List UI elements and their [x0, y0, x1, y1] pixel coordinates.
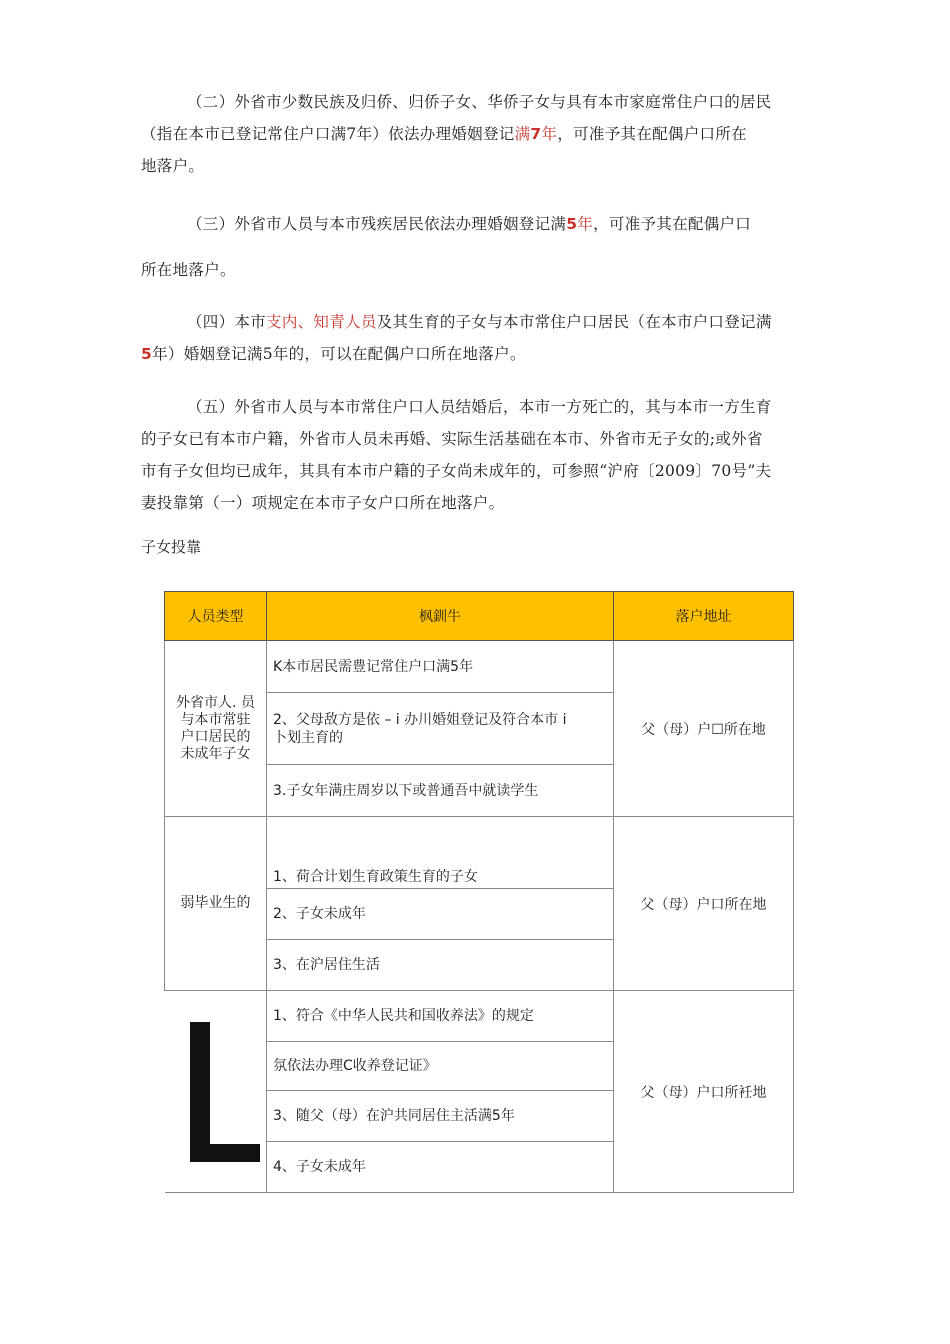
paragraph-5-line-2: 的子女已有本市户籍，外省市人员未再婚、实际生活基础在本市、外省市无子女的;或外省 — [141, 430, 763, 448]
paragraph-3-line-1: （三）外省市人员与本市残疾居民依法办理婚姻登记满5年，可准予其在配偶户口 — [187, 215, 752, 233]
group-3-condition-1: 1、符合《中华人民共和国收养法》的规定 — [267, 991, 614, 1042]
paragraph-4 — [141, 306, 811, 370]
group-2-type: 弱毕业生的 — [165, 817, 267, 991]
paragraph-2-line-3: 地落户。 — [141, 157, 205, 175]
paragraph-3-line-2: 所在地落户。 — [141, 261, 236, 279]
group-1-condition-3: 3.子女年满庄周岁以下或普通吾中就读学生 — [267, 765, 614, 817]
group-3-condition-3: 3、随父（母）在沪共同居住主活满5年 — [267, 1091, 614, 1142]
group-3-condition-4: 4、子女未成年 — [267, 1142, 614, 1193]
paragraph-3 — [141, 208, 811, 286]
paragraph-2-line-1: （二）外省市少数民族及归侨、归侨子女、华侨子女与具有本市家庭常住户口的居民 — [187, 93, 772, 111]
group-2-address: 父（母）户口所在地 — [614, 817, 794, 991]
paragraph-5-line-1: （五）外省市人员与本市常住户口人员结婚后，本市一方死亡的，其与本市一方生育 — [187, 398, 772, 416]
group-3-condition-2: 氛依法办理C收养登记证》 — [267, 1042, 614, 1091]
group-2-condition-3: 3、在沪居住生活 — [267, 940, 614, 991]
group-3-type — [165, 991, 267, 1193]
group-1-type: 外省市人. 员 与本市常驻 户口居民的 未成年子女 — [165, 641, 267, 817]
section-caption: 子女投靠 — [141, 538, 202, 556]
paragraph-5 — [141, 391, 811, 519]
paragraph-5-line-4: 妻投靠第（一）项规定在本市子女户口所在地落户。 — [141, 494, 505, 512]
table-row — [165, 991, 794, 1042]
table-header-row — [165, 592, 794, 641]
group-2-condition-1: 1、荷合计划生育政策生育的子女 — [267, 817, 614, 889]
group-3-address: 父（母）户口所衽地 — [614, 991, 794, 1193]
group-2-condition-2: 2、子女未成年 — [267, 889, 614, 940]
paragraph-2-line-2: （指在本市已登记常住户口满7年）依法办理婚姻登记满7年，可准予其在配偶户口所在 — [141, 125, 747, 143]
l-shaped-mark — [170, 1022, 260, 1162]
paragraph-4-line-1: （四）本市支内、知青人员及其生育的子女与本市常住户口居民（在本市户口登记满 — [187, 313, 772, 331]
header-conditions: 枫釧牛 — [267, 592, 614, 641]
table-row — [165, 641, 794, 693]
paragraph-4-line-2: 5年）婚姻登记满5年的，可以在配偶户口所在地落户。 — [141, 345, 526, 363]
children-reliance-table — [164, 591, 794, 1193]
paragraph-2 — [141, 86, 811, 182]
header-person-type: 人员类型 — [165, 592, 267, 641]
paragraph-5-line-3: 市有子女但均已成年，其具有本市户籍的子女尚未成年的，可参照“沪府〔2009〕70号”夫 — [141, 462, 772, 480]
table-row — [165, 817, 794, 889]
group-1-address: 父（母）户☐所在地 — [614, 641, 794, 817]
group-1-condition-1: K本市居民需豊记常住户口满5年 — [267, 641, 614, 693]
group-1-condition-2: 2、父母敌方是依 – i 办川婚姐登记及符合本市 i 卜划主育的 — [267, 693, 614, 765]
header-settle-address: 落户地址 — [614, 592, 794, 641]
